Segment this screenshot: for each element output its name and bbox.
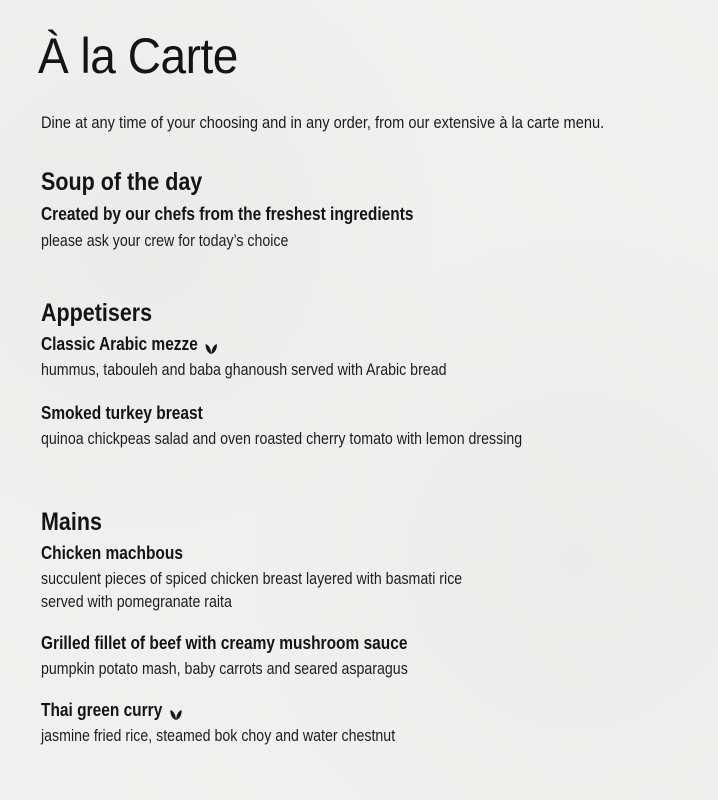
menu-item-label: Classic Arabic mezze	[41, 334, 198, 354]
menu-item-label: Grilled fillet of beef with creamy mushroom sauce	[41, 633, 408, 653]
section-mains	[41, 507, 531, 747]
vegetarian-leaf-icon	[205, 337, 219, 351]
section-heading-mains: Mains	[41, 508, 102, 536]
menu-item-name	[41, 631, 462, 655]
page-title: À la Carte	[38, 28, 238, 84]
menu-item-name	[41, 541, 462, 565]
menu-item-name	[41, 698, 462, 722]
section-heading-soup: Soup of the day	[41, 168, 203, 196]
menu-item-description: pumpkin potato mash, baby carrots and seared asparagus	[41, 660, 408, 678]
menu-item-description: served with pomegranate raita	[41, 593, 232, 611]
menu-item-name	[41, 202, 413, 226]
menu-item-label: Thai green curry	[41, 700, 163, 720]
section-heading-appetisers: Appetisers	[41, 299, 153, 327]
vegetarian-leaf-icon	[169, 703, 183, 717]
menu-item-description: quinoa chickpeas salad and oven roasted cherry tomato with lemon dressing	[41, 430, 523, 448]
menu-item-name	[41, 401, 522, 425]
menu-item-description: succulent pieces of spiced chicken breast layered with basmati rice	[41, 570, 463, 588]
menu-item-label: Created by our chefs from the freshest ingredients	[41, 204, 414, 224]
menu-item-description: please ask your crew for today’s choice	[41, 232, 289, 250]
menu-item-description: jasmine fried rice, steamed bok choy and water chestnut	[41, 727, 396, 745]
section-appetisers	[41, 298, 601, 450]
menu-item-label: Smoked turkey breast	[41, 403, 203, 423]
page-subtitle: Dine at any time of your choosing and in any order, from our extensive à la carte menu.	[41, 113, 605, 132]
section-soup	[41, 167, 474, 252]
menu-item-name	[41, 332, 522, 356]
menu-item-label: Chicken machbous	[41, 543, 183, 563]
menu-item-description: hummus, tabouleh and baba ghanoush served with Arabic bread	[41, 361, 447, 379]
